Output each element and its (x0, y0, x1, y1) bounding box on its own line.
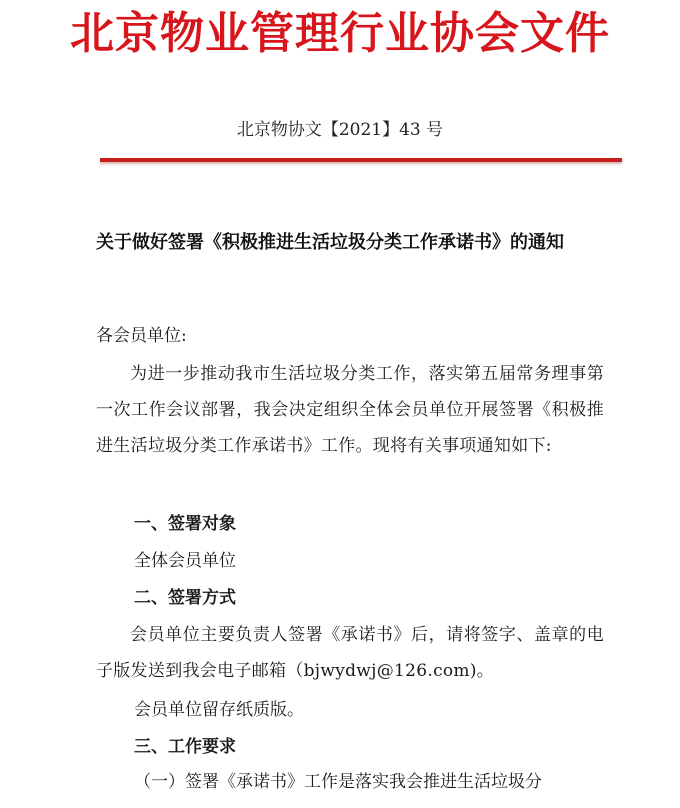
addressee-line: 各会员单位: (96, 326, 187, 346)
section-heading-signing-method: 二、签署方式 (134, 588, 236, 608)
masthead-red-divider (100, 158, 622, 162)
requirement-item-1: （一）签署《承诺书》工作是落实我会推进生活垃圾分 (134, 772, 542, 792)
notice-title: 关于做好签署《积极推进生活垃圾分类工作承诺书》的通知 (96, 232, 564, 253)
issuer-masthead: 北京物业管理行业协会文件 (70, 8, 610, 59)
section-body-signing-method: 会员单位主要负责人签署《承诺书》后，请将签字、盖章的电子版发送到我会电子邮箱（bjwydwj@126.com)。 (96, 625, 604, 681)
section-body-signing-target: 全体会员单位 (134, 551, 236, 571)
document-number: 北京物协文【2021】43 号 (236, 120, 444, 140)
intro-paragraph: 为进一步推动我市生活垃圾分类工作，落实第五届常务理事第一次工作会议部署，我会决定组织全体会员单位开展签署《积极推进生活垃圾分类工作承诺书》工作。现将有关事项通知如下: (96, 364, 604, 456)
section-heading-signing-target: 一、签署对象 (134, 514, 236, 534)
section-heading-requirements: 三、工作要求 (134, 737, 236, 757)
section-note-paper-copy: 会员单位留存纸质版。 (134, 700, 304, 720)
